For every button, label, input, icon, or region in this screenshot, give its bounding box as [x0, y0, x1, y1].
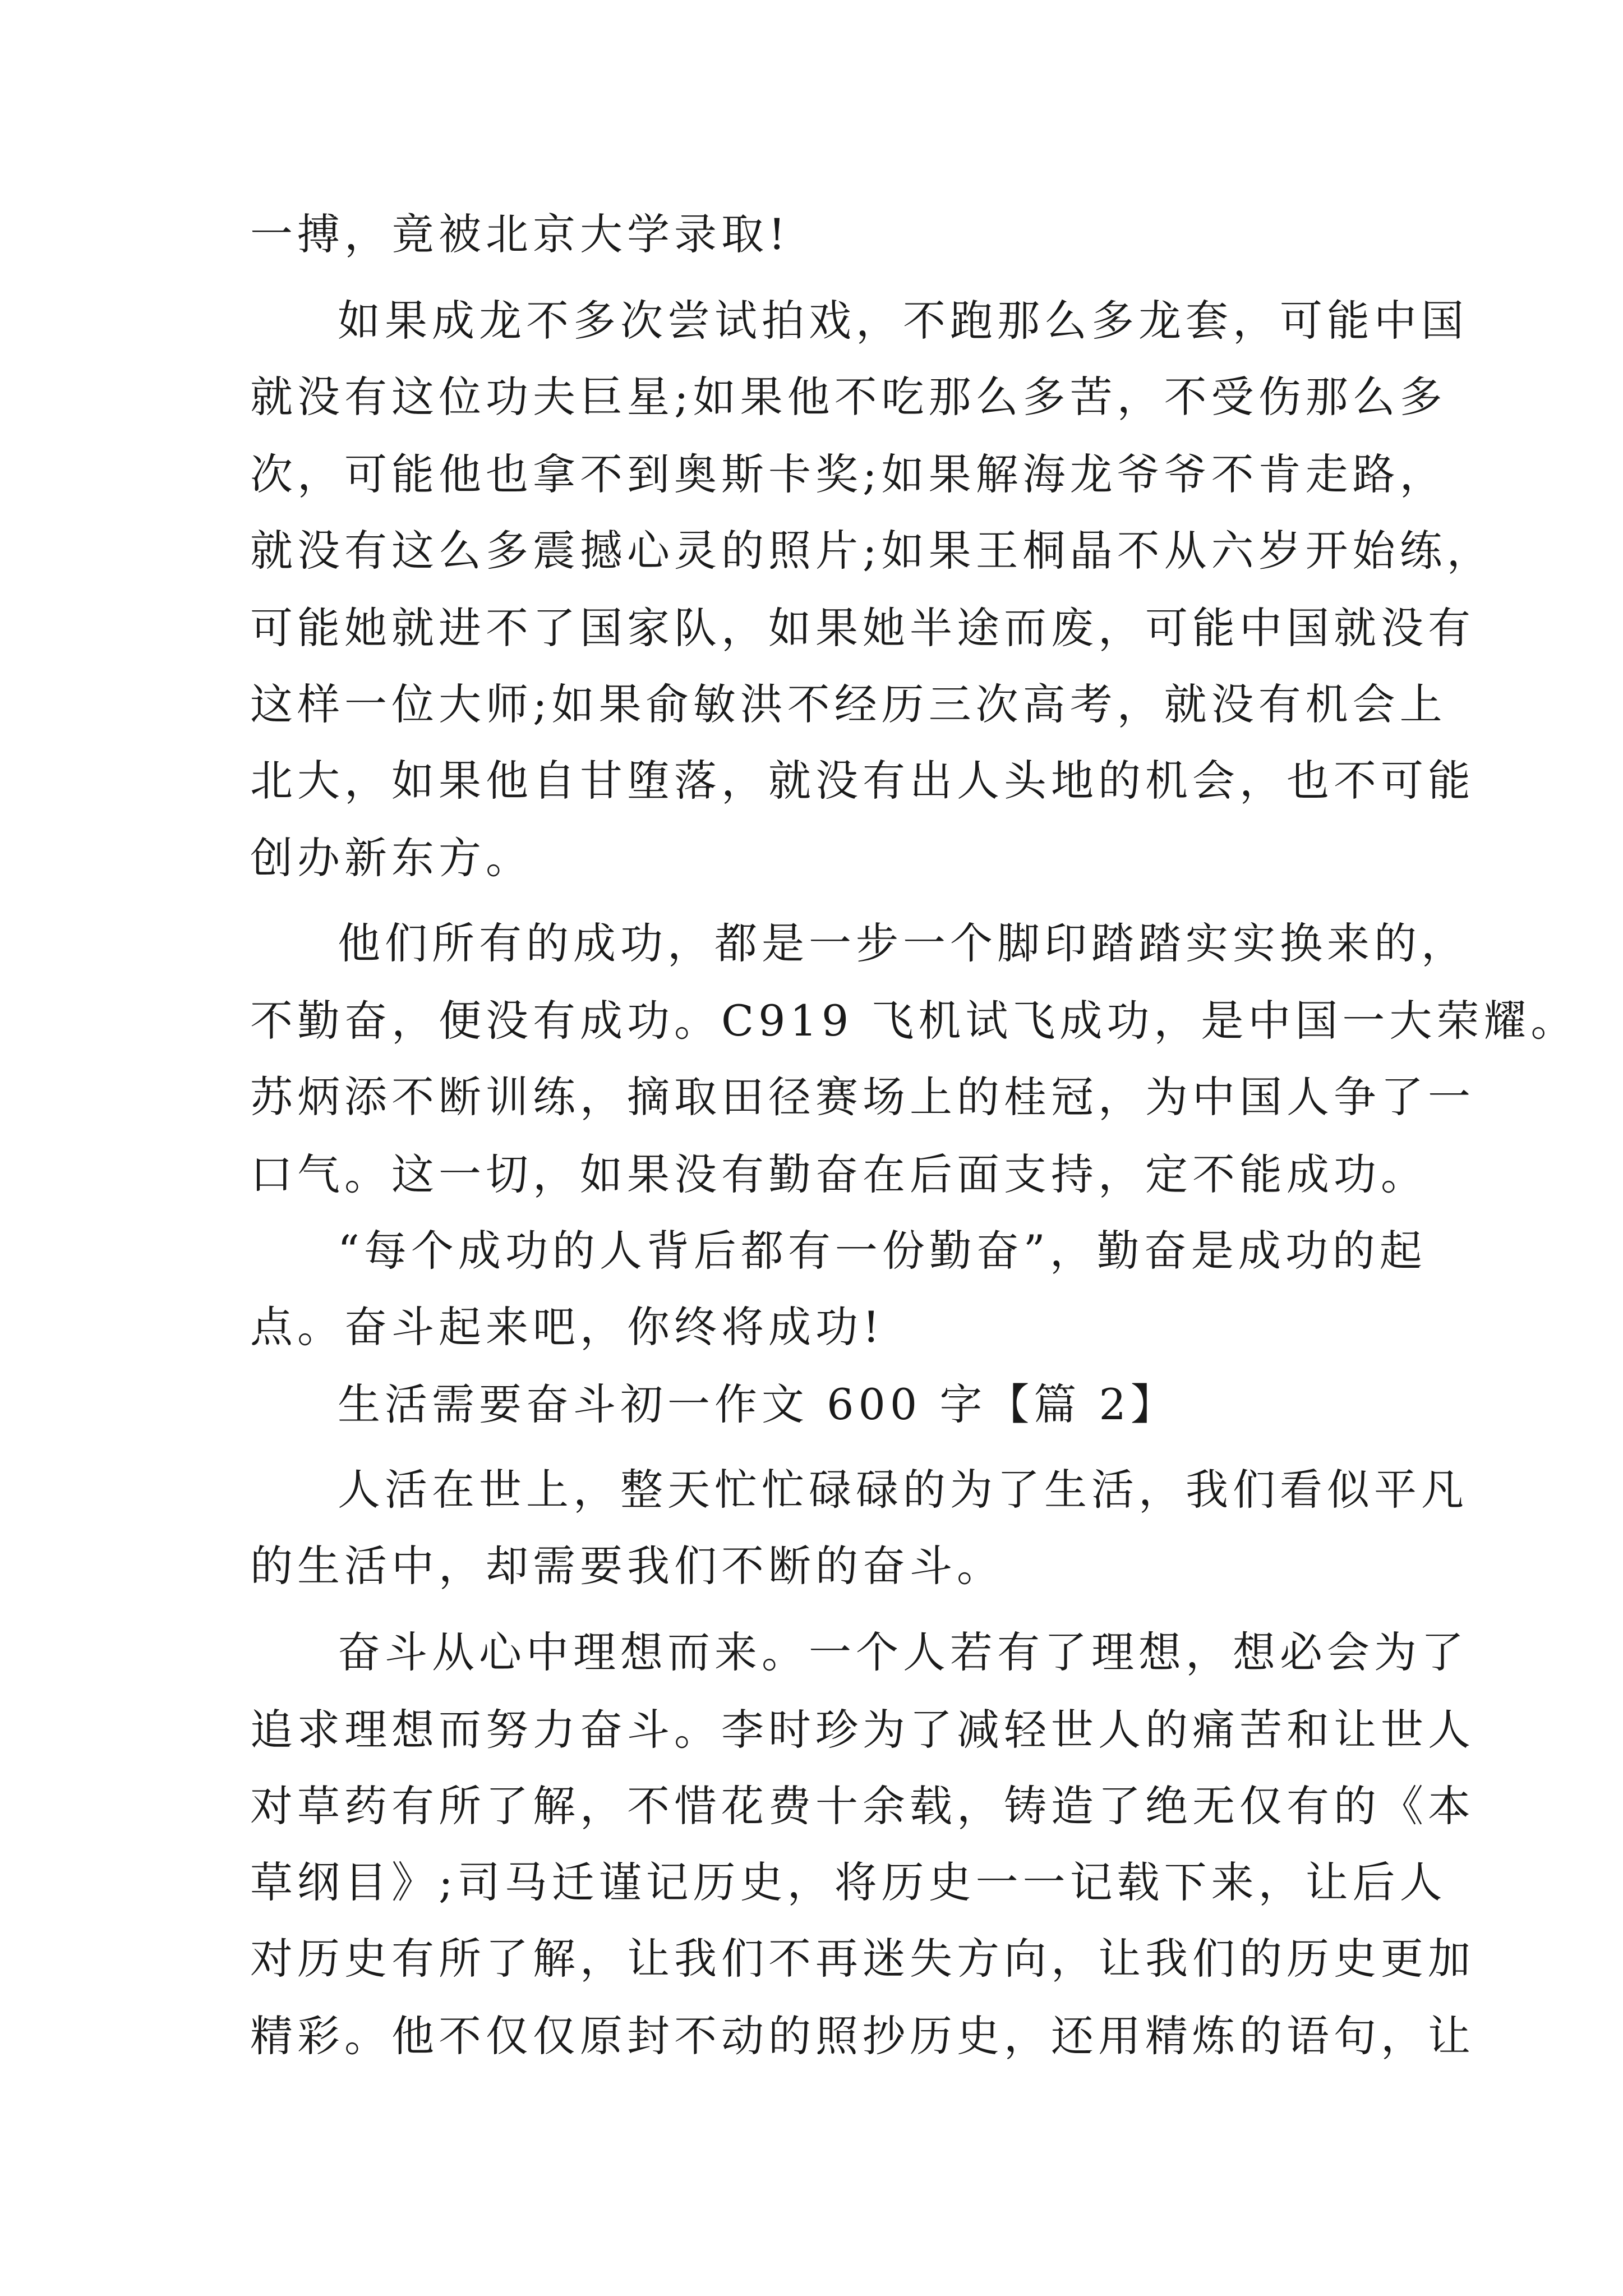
text-line-13: 口气。这一切，如果没有勤奋在后面支持，定不能成功。: [250, 1149, 1428, 1199]
text-line-5: 就没有这么多震撼心灵的照片;如果王桐晶不从六岁开始练，: [250, 526, 1494, 576]
text-line-15: 点。奋斗起来吧，你终将成功!: [250, 1302, 884, 1352]
text-line-10: 他们所有的成功，都是一步一个脚印踏踏实实换来的，: [338, 918, 1468, 968]
text-line-14: “每个成功的人背后都有一份勤奋”，勤奋是成功的起: [338, 1226, 1427, 1276]
text-line-19: 奋斗从心中理想而来。一个人若有了理想，想必会为了: [338, 1627, 1468, 1677]
text-line-17: 人活在世上，整天忙忙碌碌的为了生活，我们看似平凡: [338, 1465, 1468, 1515]
text-line-1: 一搏，竟被北京大学录取!: [250, 209, 790, 259]
text-line-18: 的生活中，却需要我们不断的奋斗。: [250, 1541, 1004, 1591]
text-line-3: 就没有这位功夫巨星;如果他不吃那么多苦，不受伤那么多: [250, 372, 1447, 422]
text-line-9: 创办新东方。: [250, 833, 533, 883]
text-line-2: 如果成龙不多次尝试拍戏，不跑那么多龙套，可能中国: [338, 296, 1468, 346]
text-line-22: 草纲目》;司马迁谨记历史，将历史一一记载下来，让后人: [250, 1857, 1447, 1907]
text-line-4: 次，可能他也拿不到奥斯卡奖;如果解海龙爷爷不肯走路，: [250, 449, 1447, 499]
text-line-7: 这样一位大师;如果俞敏洪不经历三次高考，就没有机会上: [250, 679, 1447, 729]
text-line-21: 对草药有所了解，不惜花费十余载，铸造了绝无仅有的《本: [250, 1781, 1475, 1831]
text-line-11: 不勤奋，便没有成功。C919 飞机试飞成功，是中国一大荣耀。: [250, 996, 1578, 1046]
section-heading: 生活需要奋斗初一作文 600 字【篇 2】: [338, 1379, 1178, 1429]
text-line-8: 北大，如果他自甘堕落，就没有出人头地的机会，也不可能: [250, 756, 1475, 806]
text-line-23: 对历史有所了解，让我们不再迷失方向，让我们的历史更加: [250, 1934, 1475, 1984]
text-line-24: 精彩。他不仅仅原封不动的照抄历史，还用精炼的语句，让: [250, 2011, 1475, 2061]
text-line-6: 可能她就进不了国家队，如果她半途而废，可能中国就没有: [250, 603, 1475, 653]
text-line-12: 苏炳添不断训练，摘取田径赛场上的桂冠，为中国人争了一: [250, 1072, 1475, 1122]
text-line-20: 追求理想而努力奋斗。李时珍为了减轻世人的痛苦和让世人: [250, 1705, 1475, 1755]
